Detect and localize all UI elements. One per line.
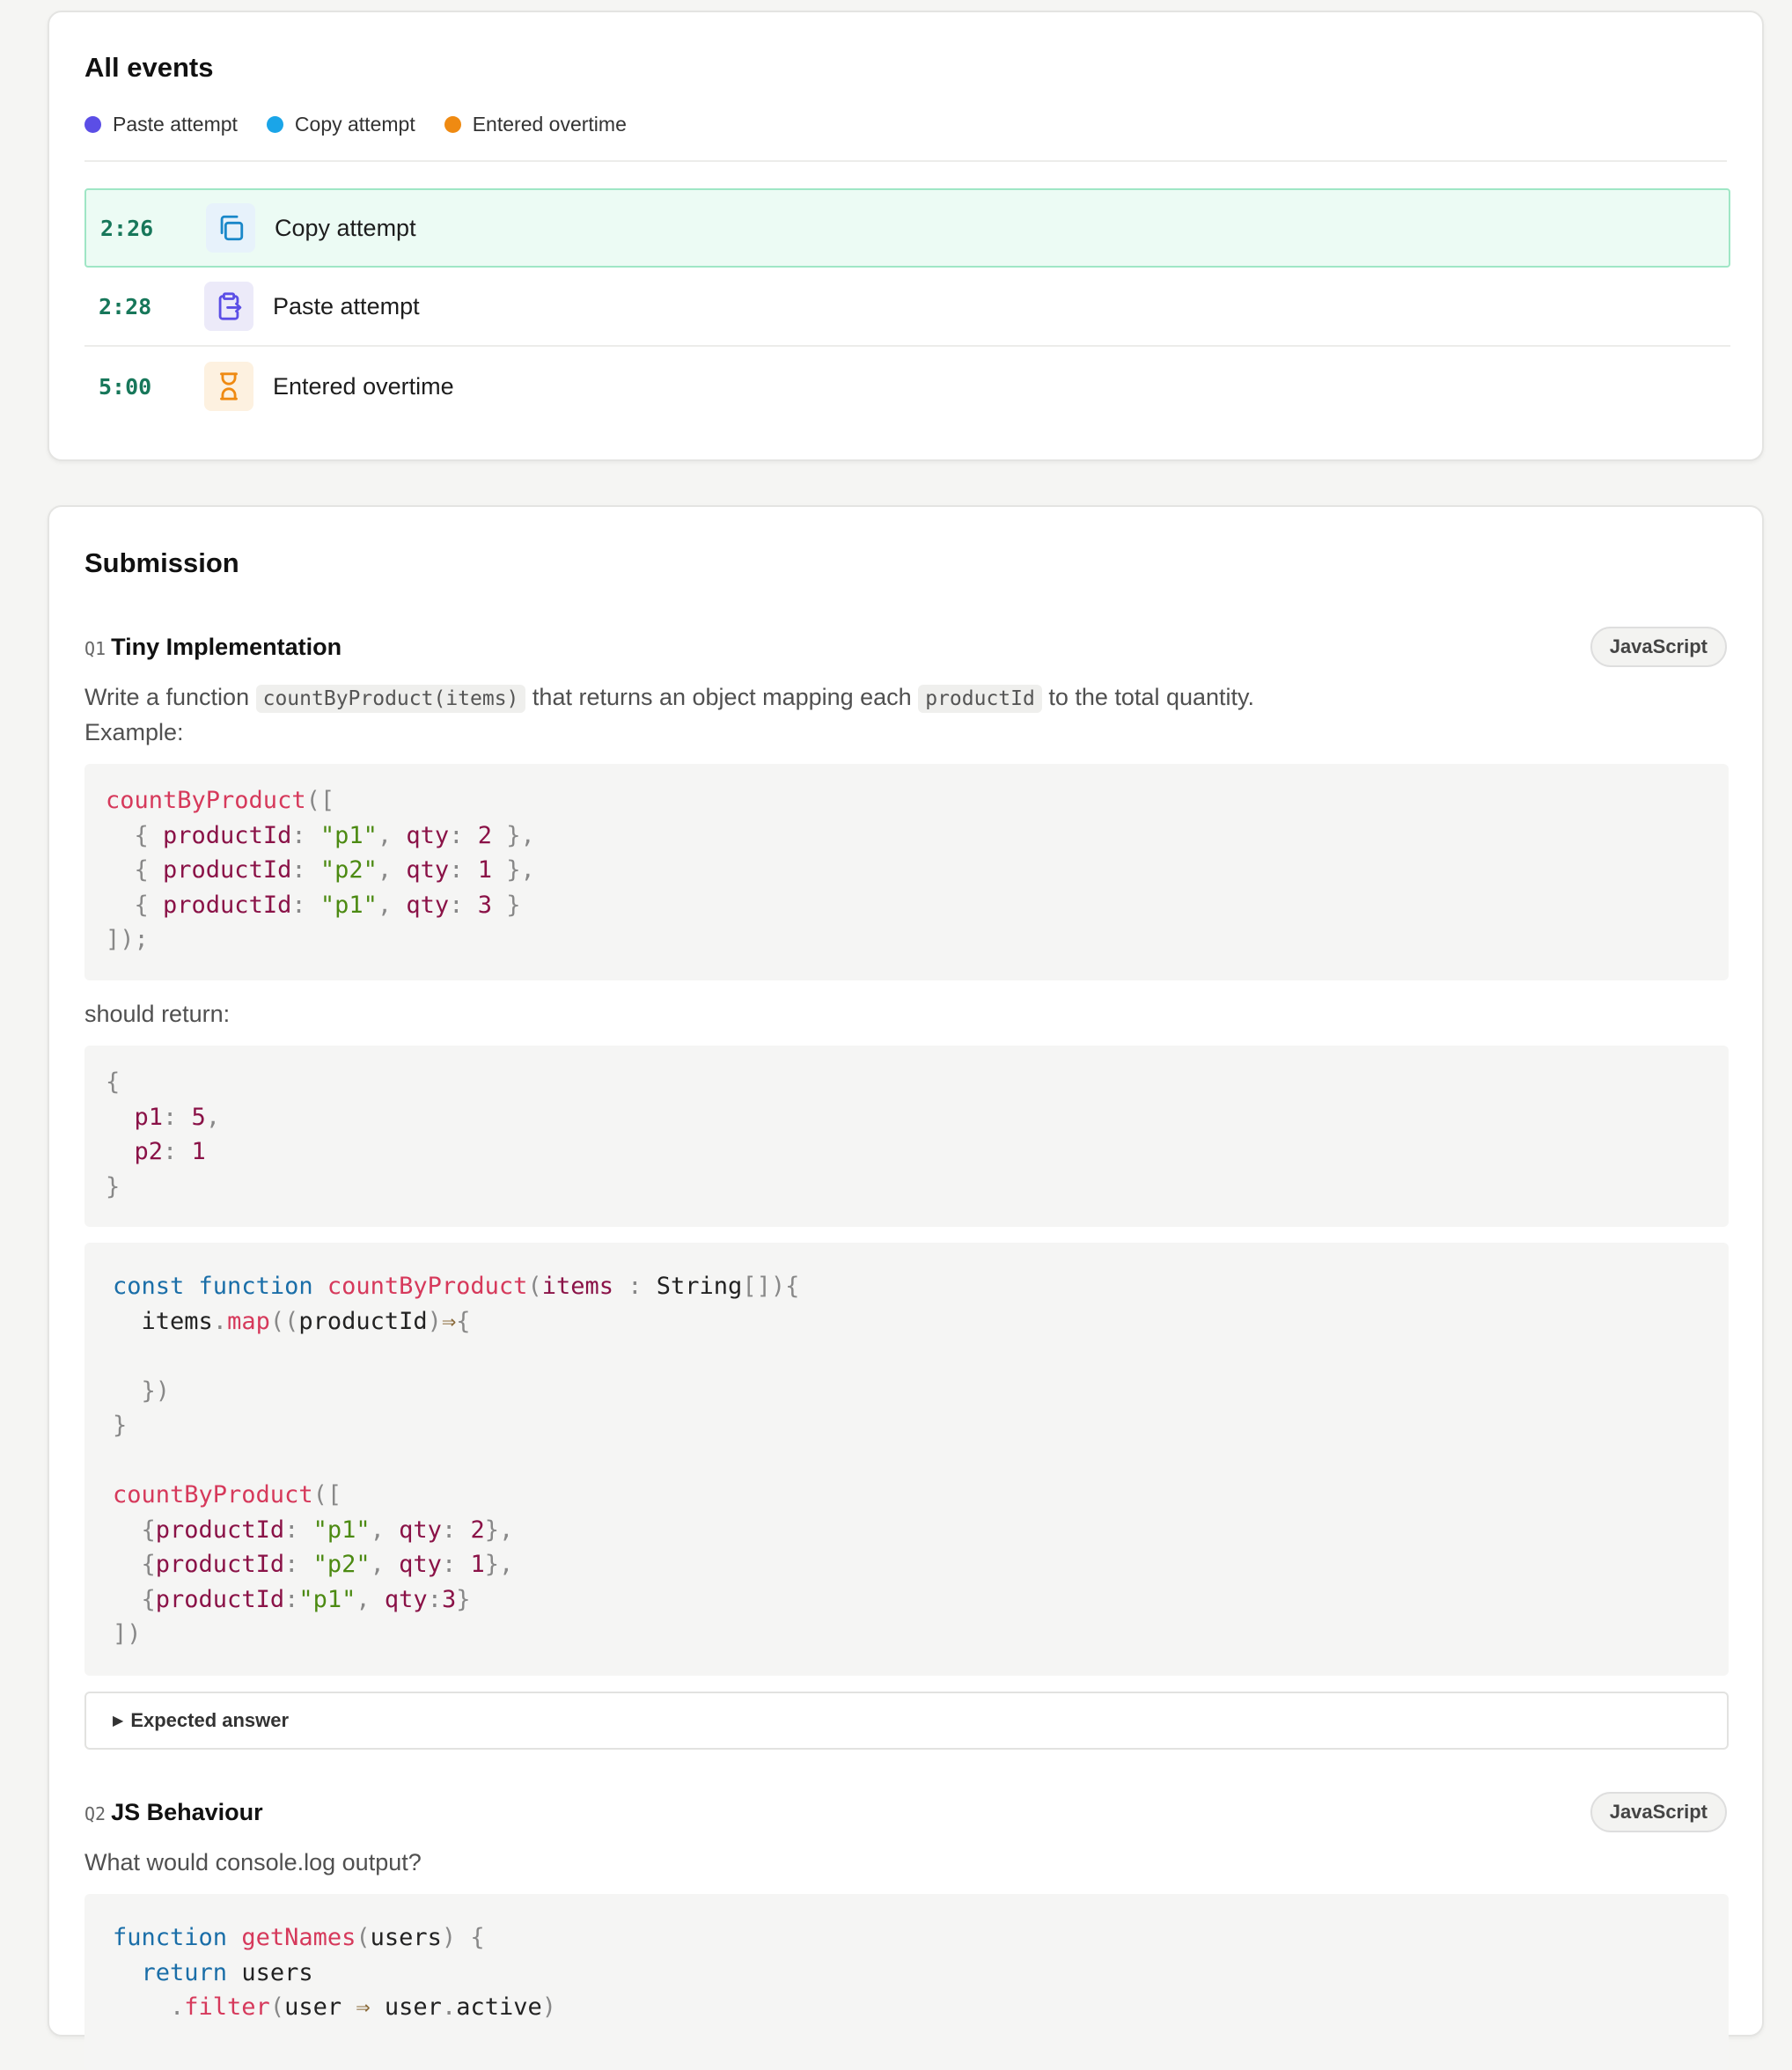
should-return-label: should return: [84,1001,231,1027]
language-badge: JavaScript [1590,1792,1727,1832]
question-name: JS Behaviour [111,1798,263,1825]
q2-code-block: function getNames(users) { return users .filter(user ⇒ user.active) [84,1894,1729,2070]
q2-header [84,1792,1727,1832]
legend-item-copy [267,113,415,136]
answer-code-editor[interactable]: const function countByProduct(items : String[]){ items.map((productId)⇒{ }) } countByProduct([ {productId: "p1", qty: 2}, {productId: "p2", qty: 1}, {productId:"p1", qty:3} ]) [84,1243,1729,1676]
event-row-overtime[interactable] [84,347,1730,426]
q1-title [84,634,342,661]
prompt-text: that returns an object mapping each [532,684,912,710]
example-label: Example: [84,719,184,745]
all-events-card [48,11,1764,461]
events-legend [84,113,656,136]
legend-dot-overtime [444,116,461,133]
copy-icon [206,203,255,253]
event-label: Paste attempt [273,292,420,319]
event-row-paste[interactable] [84,268,1730,347]
q1-prompt [84,679,1727,716]
inline-code: productId [918,685,1042,713]
event-label: Copy attempt [275,214,416,241]
legend-label: Paste attempt [113,113,238,136]
events-title: All events [84,52,214,83]
divider [84,160,1727,162]
event-label: Entered overtime [273,372,454,400]
example-code-block: countByProduct([ { productId: "p1", qty: 2 }, { productId: "p2", qty: 1 }, { productId: "p1", qty: 3 } ]); [84,764,1729,980]
expected-output-code-block: { p1: 5, p2: 1 } [84,1046,1729,1227]
clipboard-paste-icon [204,282,253,331]
question-number: Q1 [84,637,106,659]
legend-label: Copy attempt [294,113,415,136]
inline-code: countByProduct(items) [256,685,526,713]
hourglass-icon [204,362,253,411]
legend-dot-copy [267,116,283,133]
language-badge: JavaScript [1590,627,1727,667]
legend-label: Entered overtime [472,113,627,136]
event-time: 5:00 [99,373,152,400]
q2-title [84,1799,263,1826]
event-row-copy[interactable] [84,188,1730,268]
legend-item-overtime [444,113,627,136]
q1-header [84,627,1727,667]
prompt-text: to the total quantity. [1048,684,1255,710]
event-time: 2:28 [99,293,152,319]
expected-answer-toggle[interactable] [84,1692,1729,1750]
submission-title: Submission [84,547,239,578]
submission-card [48,505,1764,2037]
triangle-right-icon: ▶ [113,1714,124,1729]
question-name: Tiny Implementation [111,633,342,660]
event-time: 2:26 [100,215,154,241]
legend-dot-paste [84,116,101,133]
question-number: Q2 [84,1802,106,1824]
prompt-text: Write a function [84,684,250,710]
legend-item-paste [84,113,238,136]
q2-prompt: What would console.log output? [84,1849,422,1875]
expected-answer-label: Expected answer [130,1709,290,1731]
